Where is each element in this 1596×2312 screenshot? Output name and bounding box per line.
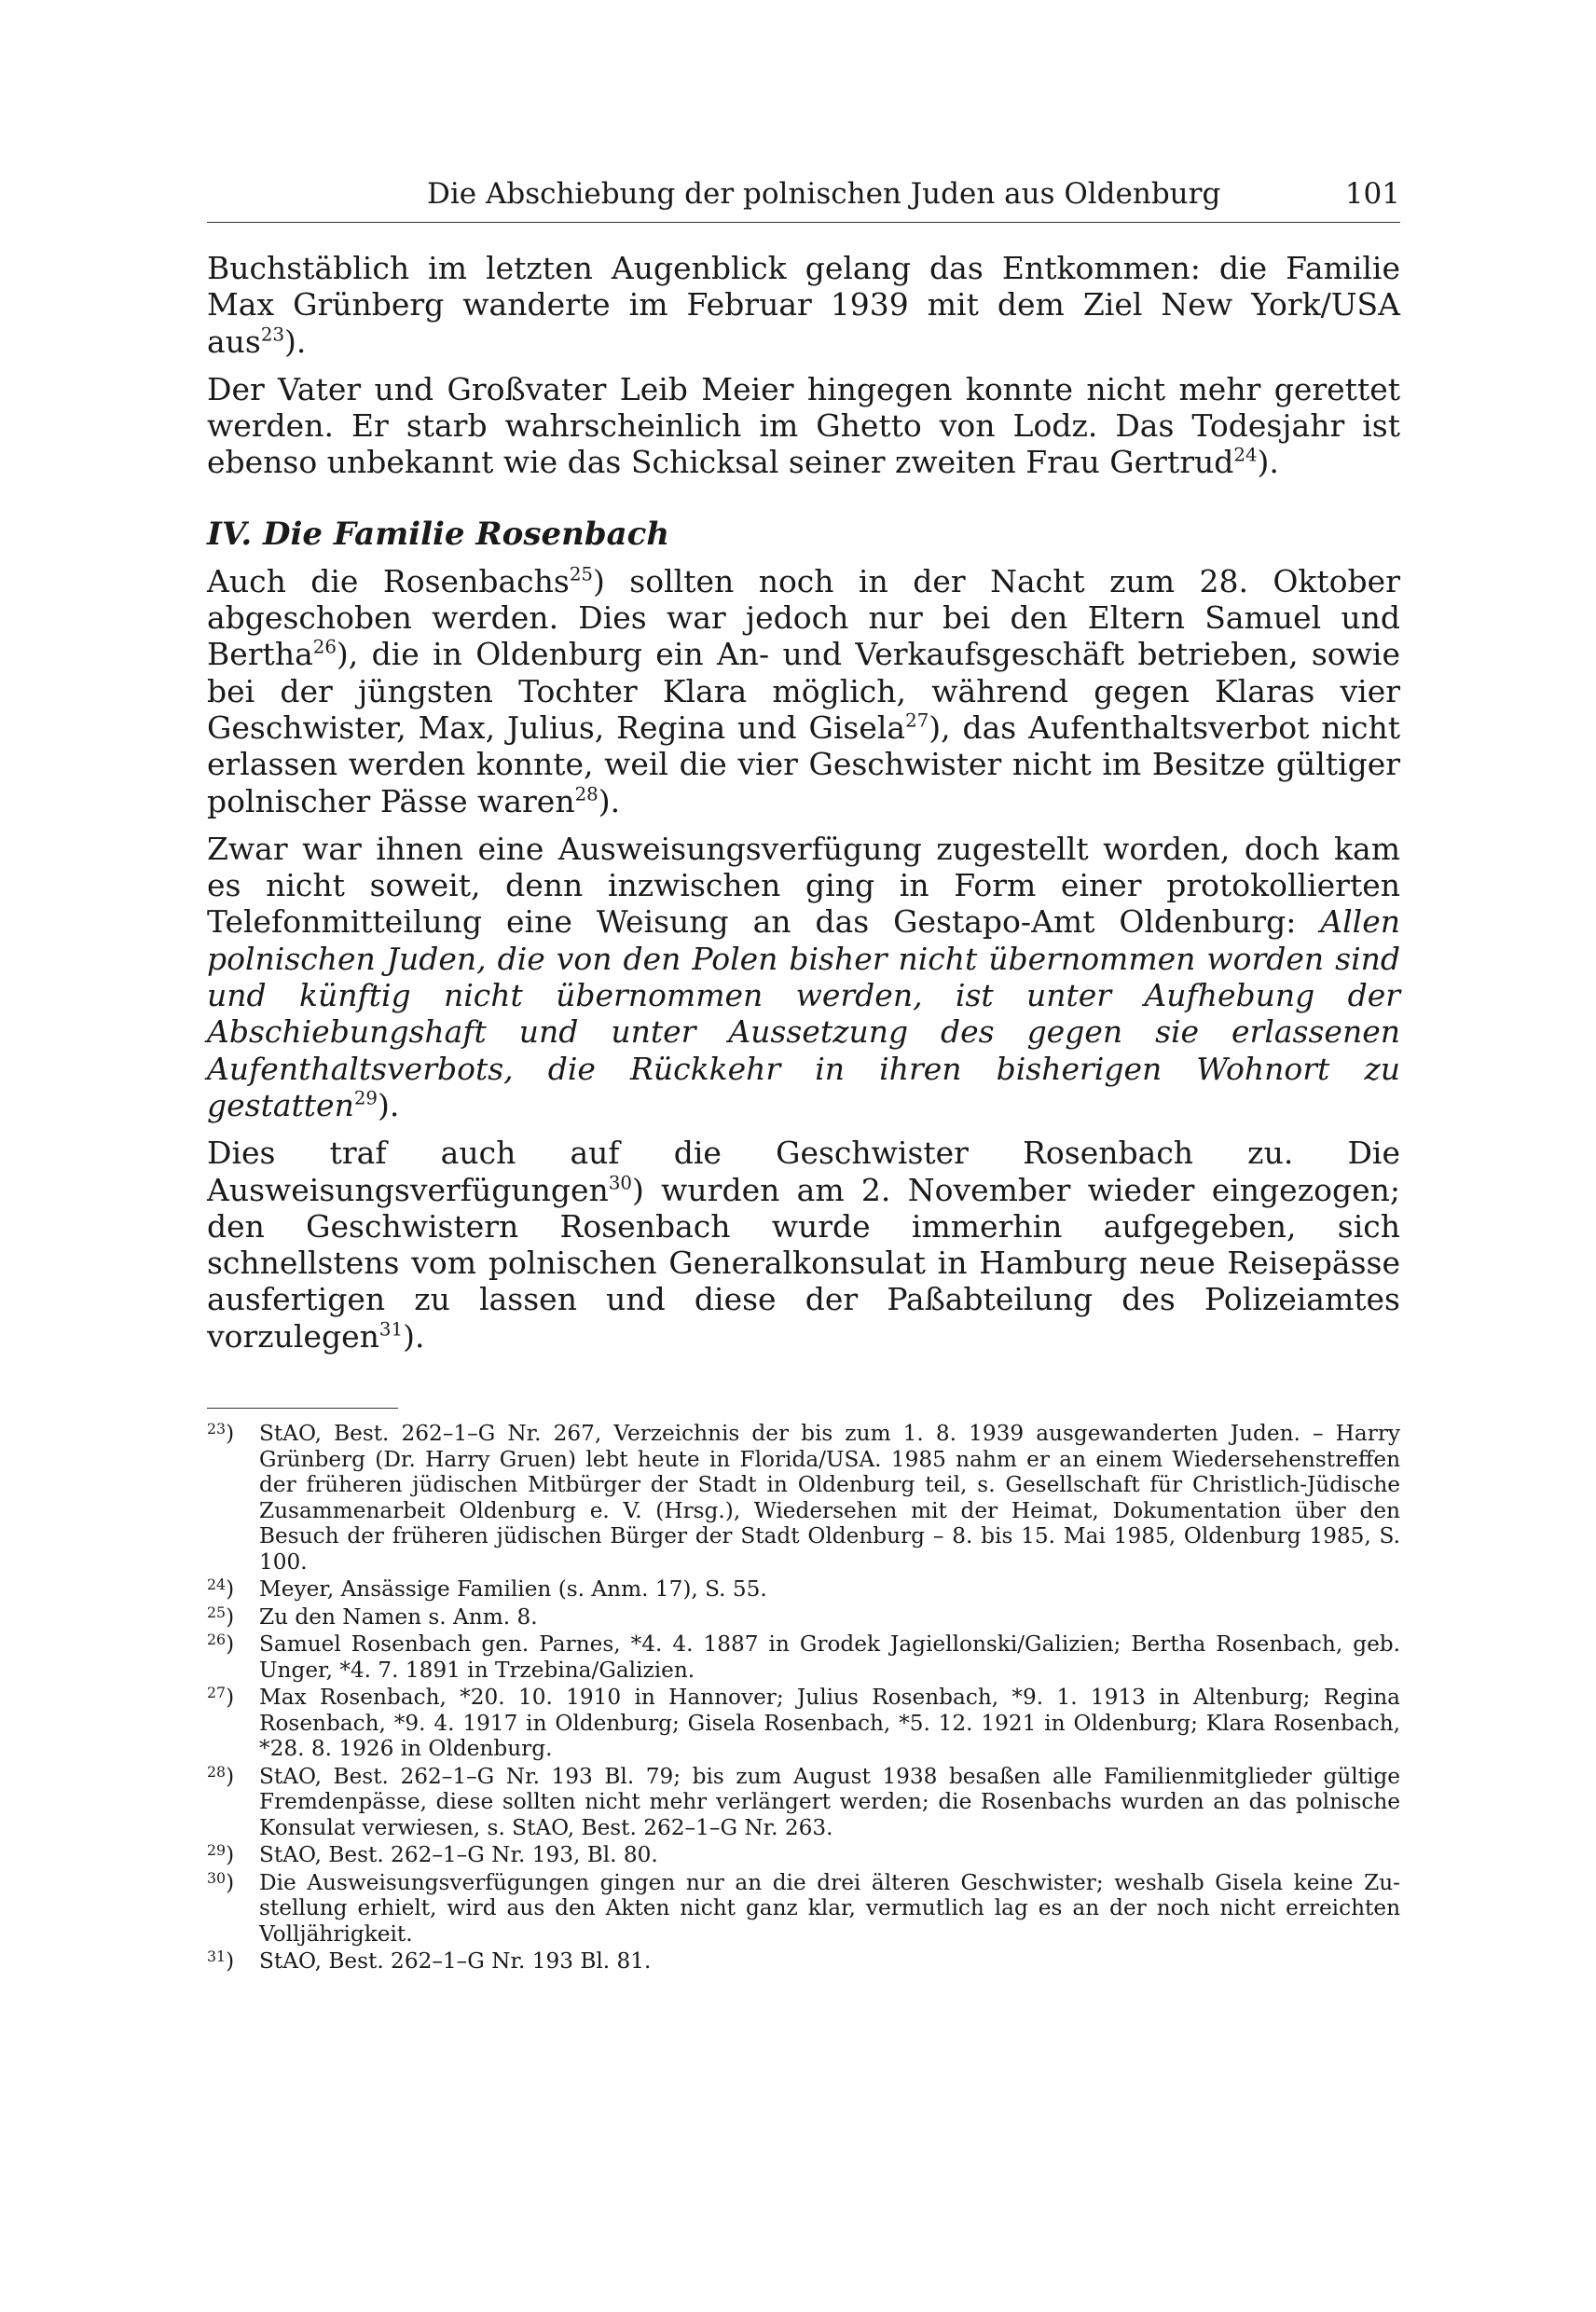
footnotes — [207, 1421, 1400, 1976]
footnote-text: Samuel Rosenbach gen. Parnes, *4. 4. 1887 in Grodek Jagiellonski/Galizien; Bertha Rosenbach, geb. Unger, *4. 7. 1891 in Trzebina/Galizien. — [259, 1631, 1400, 1683]
footnote-text: Max Rosenbach, *20. 10. 1910 in Hannover; Julius Rosenbach, *9. 1. 1913 in Altenburg; Regina Rosenbach, *9. 4. 1917 in Oldenburg; Gisela Rosenbach, *5. 12. 1921 in Oldenburg; Klara Rosenbach, *28. 8. 1926 in Oldenburg. — [259, 1685, 1400, 1761]
footnote-number: 25 — [207, 1603, 227, 1621]
footnote-text: Meyer, Ansässige Familien (s. Anm. 17), S. 55. — [259, 1576, 767, 1602]
footnote-number: 30 — [207, 1868, 227, 1887]
paragraph-text: ) wurden am 2. November wieder eingezogen; den Geschwistern Rosenbach wurde immerhin aufgegeben, sich schnellstens vom polnischen Generalkonsulat in Hamburg neue Reisepässe ausfertigen zu lassen und diese der Paßabteilung des Polizeiamtes vorzulegen — [207, 1171, 1400, 1355]
footnote-number: 29 — [207, 1840, 227, 1859]
footnote-text: StAO, Best. 262–1–G Nr. 193 Bl. 81. — [259, 1948, 652, 1974]
paragraph-text: Buchstäblich im letzten Augenblick gelang das Entkommen: die Familie Max Grünberg wanderte im Februar 1939 mit dem Ziel New York/USA aus — [207, 250, 1400, 360]
footnote-ref: 27 — [905, 709, 929, 732]
footnote-text: StAO, Best. 262–1–G Nr. 193 Bl. 79; bis zum August 1938 besaßen alle Familienmitglieder gültige Fremdenpässe, diese sollten nicht mehr verlängert werden; die Rosenbachs wurden an das polnische Konsulat verwiesen, s. StAO, Best. 262–1–G Nr. 263. — [259, 1763, 1400, 1840]
paragraph-text: Zwar war ihnen eine Ausweisungsverfügung zugestellt worden, doch kam es nicht soweit, denn inzwischen ging in Form einer protokollierten Telefonmitteilung eine Weisung an das Gestapo-Amt Oldenburg: — [207, 830, 1400, 941]
paragraph-3 — [207, 563, 1400, 819]
footnote-marker: $^{26}$) — [207, 1630, 235, 1657]
footnote — [207, 1421, 1400, 1575]
footnote — [207, 1631, 1400, 1683]
paragraph-text: ), die in Oldenburg ein An- und Verkaufsgeschäft betrieben, sowie bei der jüngsten Tochter Klara möglich, während gegen Klaras vier Geschwister, Max, Julius, Regina und Gisela — [207, 636, 1400, 746]
footnote-ref: 31 — [378, 1318, 404, 1341]
footnote-marker: $^{25}$) — [207, 1603, 235, 1630]
footnote-text: StAO, Best. 262–1–G Nr. 267, Verzeichnis der bis zum 1. 8. 1939 ausgewanderten Juden. – Harry Grünberg (Dr. Harry Gruen) lebt heute in Florida/USA. 1985 nahm er an einem Wiedersehenstreffen der früheren jüdischen Mitbürger der Stadt in Oldenburg teil, s. Gesellschaft für Christlich-Jüdische Zusammenarbeit Oldenburg e. V. (Hrsg.), Wiedersehen mit der Heimat, Dokumentation über den Besuch der früheren jüdischen Bürger der Stadt Oldenburg – 8. bis 15. Mai 1985, Oldenburg 1985, S. 100. — [259, 1421, 1400, 1575]
paragraph-text: ) sollten noch in der Nacht zum 28. Oktober abgeschoben werden. Dies war jedoch nur bei den Eltern Samuel und Bertha — [207, 562, 1400, 673]
footnote — [207, 1685, 1400, 1762]
page-number: 101 — [1344, 177, 1400, 211]
footnote — [207, 1604, 1400, 1631]
footnote — [207, 1948, 1400, 1975]
footnote-number: 23 — [207, 1419, 227, 1438]
paragraph-2 — [207, 371, 1400, 481]
footnote-text: StAO, Best. 262–1–G Nr. 193, Bl. 80. — [259, 1842, 658, 1867]
section-heading: IV. Die Familie Rosenbach — [207, 515, 670, 553]
footnote-number: 28 — [207, 1762, 227, 1781]
footnote-rule — [207, 1408, 398, 1409]
paragraph-1 — [207, 250, 1400, 360]
quoted-instruction: Allen polnischen Juden, die von den Polen bisher nicht übernommen worden sind und künftig nicht übernommen werden, ist unter Aufhebung der Abschiebungshaft und unter Aussetzung des gegen sie erlassenen Aufenthaltsverbots, die Rückkehr in ihren bisherigen Wohnort zu gestatten — [207, 903, 1400, 1123]
footnote-ref: 28 — [574, 783, 598, 805]
running-head — [207, 173, 1400, 214]
footnote-ref: 26 — [312, 637, 337, 659]
paragraph-text: Dies traf auch auf die Geschwister Rosenbach zu. Die Ausweisungsverfügungen — [207, 1135, 1400, 1208]
footnote-ref: 30 — [608, 1172, 632, 1194]
footnote-number: 24 — [207, 1575, 227, 1593]
footnote-ref: 24 — [1233, 445, 1258, 467]
footnote-number: 27 — [207, 1683, 227, 1701]
footnote-number: 31 — [207, 1947, 227, 1965]
paragraph-text: Der Vater und Großvater Leib Meier hingegen konnte nicht mehr gerettet werden. Er starb wahrscheinlich im Ghetto von Lodz. Das Todesjahr ist ebenso unbekannt wie das Schicksal seiner zweiten Frau Gertrud — [207, 370, 1400, 481]
footnote-marker: $^{28}$) — [207, 1762, 235, 1789]
footnote — [207, 1576, 1400, 1603]
footnote-marker: $^{23}$) — [207, 1419, 235, 1446]
footnote-ref: 25 — [569, 563, 593, 585]
footnote — [207, 1842, 1400, 1868]
paragraph-text: ). — [284, 323, 307, 360]
running-title: Die Abschiebung der polnischen Juden aus Oldenburg — [427, 177, 1221, 211]
footnote-marker: $^{29}$) — [207, 1840, 235, 1867]
footnote-number: 26 — [207, 1630, 227, 1648]
footnote — [207, 1870, 1400, 1947]
paragraph-text: ), das Aufenthaltsverbot nicht erlassen werden konnte, weil die vier Geschwister nicht im Besitze gültiger polnischer Pässe waren — [207, 709, 1400, 819]
paragraph-text: Auch die Rosenbachs — [207, 562, 570, 599]
footnote-ref: 23 — [260, 323, 285, 346]
main-text — [207, 250, 1400, 1355]
paragraph-text: ). — [598, 782, 621, 819]
paragraph-4 — [207, 831, 1400, 1123]
footnote — [207, 1764, 1400, 1841]
header-rule — [207, 222, 1400, 223]
footnote-text: Zu den Namen s. Anm. 8. — [259, 1603, 538, 1630]
footnote-marker: $^{27}$) — [207, 1683, 235, 1710]
document-page — [207, 0, 1400, 2312]
paragraph-text: ). — [378, 1086, 400, 1123]
footnote-marker: $^{31}$) — [207, 1947, 235, 1974]
paragraph-5 — [207, 1135, 1400, 1355]
footnote-marker: $^{30}$) — [207, 1868, 235, 1895]
footnote-ref: 29 — [353, 1087, 378, 1109]
paragraph-text: ). — [403, 1317, 425, 1355]
footnote-text: Die Ausweisungsverfügungen gingen nur an die drei älteren Geschwister; weshalb Gisela keine Zustellung erhielt, wird aus den Akten nicht ganz klar, vermutlich lag es an der noch nicht erreichten Volljährigkeit. — [259, 1869, 1400, 1947]
paragraph-text: ). — [1257, 444, 1279, 481]
footnote-marker: $^{24}$) — [207, 1575, 235, 1602]
